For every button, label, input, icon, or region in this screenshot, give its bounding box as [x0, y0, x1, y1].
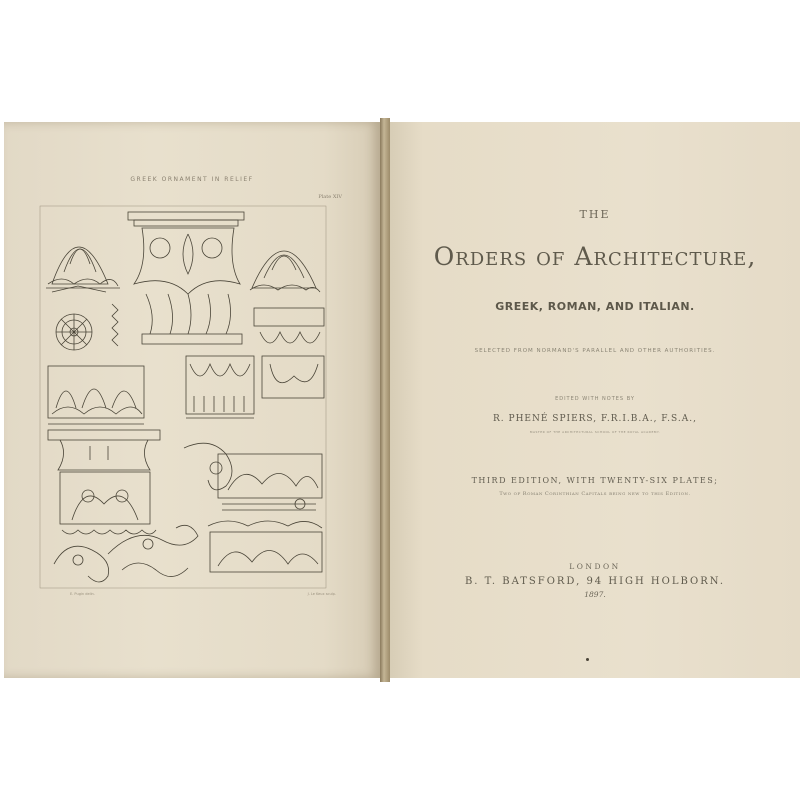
- publisher: B. T. BATSFORD, 94 HIGH HOLBORN.: [464, 576, 726, 587]
- acanthus-scroll: [54, 525, 198, 582]
- source-note: SELECTED FROM NORMAND'S PARALLEL AND OTHER AUTHORITIES.: [474, 348, 716, 354]
- antefix-left: [46, 247, 120, 292]
- engraver-credit-right: J. Le Keux sculp.: [307, 592, 336, 596]
- plate-header: GREEK ORNAMENT IN RELIEF: [130, 176, 254, 183]
- scroll-cornice: [184, 443, 322, 572]
- edition-note: Two of Roman Corinthian Capitals being new to this Edition.: [499, 491, 691, 497]
- title-the: THE: [579, 208, 611, 221]
- edition: THIRD EDITION, WITH TWENTY-SIX PLATES;: [471, 476, 719, 485]
- edited-with: EDITED WITH NOTES BY: [555, 396, 635, 402]
- main-title: Orders of Architecture,: [433, 242, 757, 271]
- publication-year: 1897.: [584, 590, 606, 599]
- egg-dart-panel: [186, 356, 254, 418]
- subtitle: GREEK, ROMAN, AND ITALIAN.: [495, 300, 695, 313]
- book-spine: [380, 118, 390, 682]
- capital-centre: [128, 212, 244, 344]
- anthemion-frieze: [48, 366, 144, 424]
- author-note: MASTER OF THE ARCHITECTURAL SCHOOL OF THE ROYAL ACADEMY.: [529, 430, 661, 434]
- fret-ornament: [112, 304, 118, 346]
- author: R. PHENÉ SPIERS, F.R.I.B.A., F.S.A.,: [493, 414, 697, 424]
- antefix-right: [250, 251, 320, 292]
- plate-page: [4, 122, 380, 678]
- publisher-city: LONDON: [569, 562, 621, 571]
- rosette: [56, 314, 92, 350]
- engraver-credit-left: E. Pugin delin.: [70, 592, 95, 596]
- title-page: [390, 122, 800, 678]
- capital-lower-left: [48, 430, 160, 534]
- page-mark: [586, 658, 589, 661]
- moulding-right: [254, 308, 324, 398]
- plate-number: Plate XIV: [318, 194, 342, 200]
- ornament-plate-illustration: [38, 204, 328, 590]
